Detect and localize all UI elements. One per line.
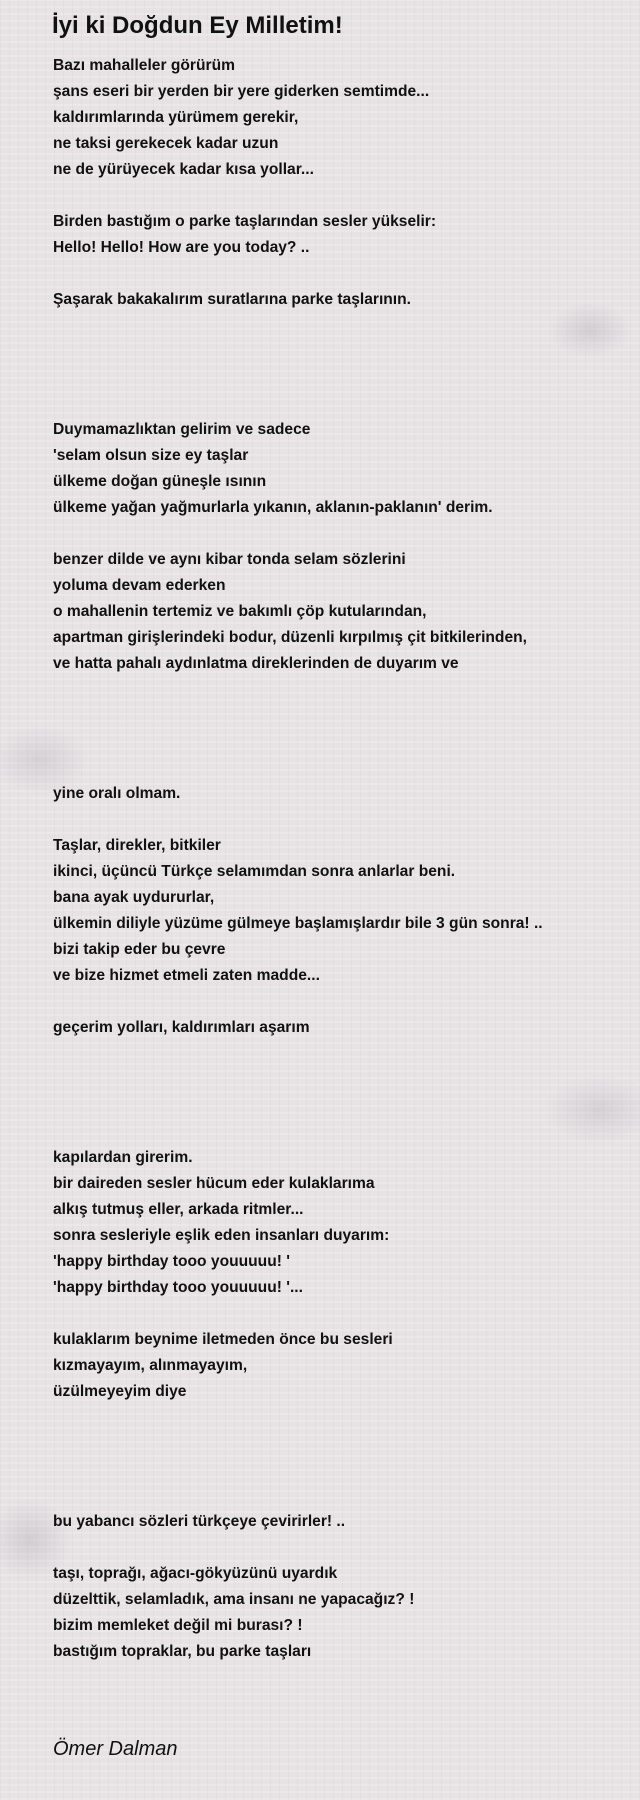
stanza <box>53 833 628 989</box>
poem-line: ne de yürüyecek kadar kısa yollar... <box>53 161 314 178</box>
poem-line: kızmayayım, alınmayayım, <box>53 1357 248 1374</box>
poem-line: kapılardan girerim. <box>53 1149 193 1166</box>
poem-line: benzer dilde ve aynı kibar tonda selam sözlerini <box>53 551 406 568</box>
poem-line: bana ayak uydururlar, <box>53 889 215 906</box>
poem-line: bu yabancı sözleri türkçeye çevirirler! .. <box>53 1513 346 1530</box>
poem-author: Ömer Dalman <box>53 1738 178 1760</box>
stanza <box>53 781 628 807</box>
poem-line: kulaklarım beynime iletmeden önce bu sesleri <box>53 1331 393 1348</box>
stanza <box>53 1015 628 1041</box>
poem-line: alkış tutmuş eller, arkada ritmler... <box>53 1201 304 1218</box>
poem-line: bizi takip eder bu çevre <box>53 941 226 958</box>
poem-line: şans eseri bir yerden bir yere giderken semtimde... <box>53 83 430 100</box>
poem-line: Bazı mahalleler görürüm <box>53 57 235 74</box>
poem-line: ülkeme doğan güneşle ısının <box>53 473 267 490</box>
stanza <box>53 53 628 183</box>
stanza <box>53 1561 628 1665</box>
poem-line: Duymamazlıktan gelirim ve sadece <box>53 421 311 438</box>
poem-line: Taşlar, direkler, bitkiler <box>53 837 221 854</box>
poem-line: apartman girişlerindeki bodur, düzenli kırpılmış çit bitkilerinden, <box>53 629 527 646</box>
poem-line: Şaşarak bakakalırım suratlarına parke taşlarının. <box>53 291 411 308</box>
stanza <box>53 417 628 521</box>
stanza <box>53 1327 628 1405</box>
stanza <box>53 1145 628 1301</box>
poem-line: bizim memleket değil mi burası? ! <box>53 1617 303 1634</box>
stanza <box>53 209 628 261</box>
poem-line: bastığım topraklar, bu parke taşları <box>53 1643 312 1660</box>
poem-title: İyi ki Doğdun Ey Milletim! <box>52 12 343 39</box>
stanza <box>53 1509 628 1535</box>
poem-line: Birden bastığım o parke taşlarından sesler yükselir: <box>53 213 437 230</box>
poem-line: 'happy birthday tooo youuuuu! ' <box>53 1253 290 1270</box>
poem-line: düzelttik, selamladık, ama insanı ne yapacağız? ! <box>53 1591 415 1608</box>
poem-line: kaldırımlarında yürümem gerekir, <box>53 109 299 126</box>
poem-line: ülkeme yağan yağmurlarla yıkanın, aklanın-paklanın' derim. <box>53 499 493 516</box>
poem-line: taşı, toprağı, ağacı-gökyüzünü uyardık <box>53 1565 338 1582</box>
poem-line: yoluma devam ederken <box>53 577 226 594</box>
stanza <box>53 287 628 313</box>
poem-line: ülkemin diliyle yüzüme gülmeye başlamışlardır bile 3 gün sonra! .. <box>53 915 543 932</box>
poem-line: ve hatta pahalı aydınlatma direklerinden de duyarım ve <box>53 655 459 672</box>
poem-line: sonra sesleriyle eşlik eden insanları duyarım: <box>53 1227 390 1244</box>
poem-line: üzülmeyeyim diye <box>53 1383 187 1400</box>
poem-line: ve bize hizmet etmeli zaten madde... <box>53 967 320 984</box>
poem-line: bir daireden sesler hücum eder kulaklarıma <box>53 1175 375 1192</box>
poem-line: ne taksi gerekecek kadar uzun <box>53 135 279 152</box>
poem-line: geçerim yolları, kaldırımları aşarım <box>53 1019 310 1036</box>
poem-line: 'happy birthday tooo youuuuu! '... <box>53 1279 303 1296</box>
poem-body <box>53 53 628 1665</box>
stanza <box>53 547 628 677</box>
poem-line: 'selam olsun size ey taşlar <box>53 447 249 464</box>
poem-line: yine oralı olmam. <box>53 785 181 802</box>
poem-line: Hello! Hello! How are you today? .. <box>53 239 310 256</box>
poem-line: o mahallenin tertemiz ve bakımlı çöp kutularından, <box>53 603 427 620</box>
poem-line: ikinci, üçüncü Türkçe selamımdan sonra anlarlar beni. <box>53 863 456 880</box>
